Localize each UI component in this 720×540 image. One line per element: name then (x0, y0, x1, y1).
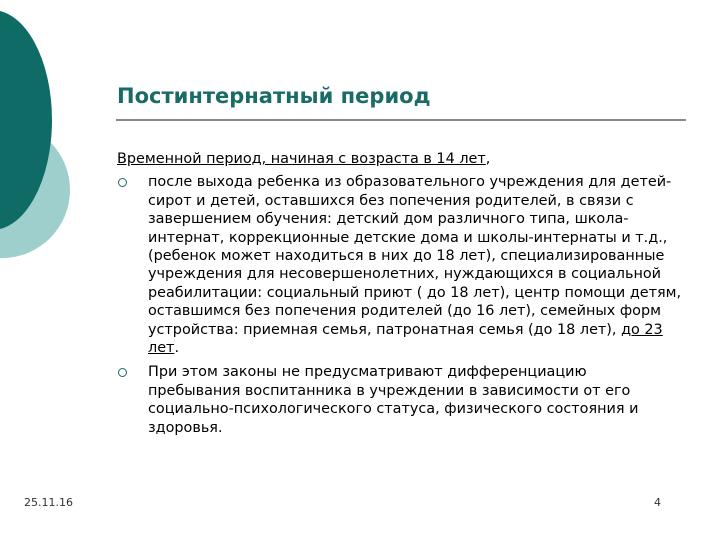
slide-body (117, 150, 682, 443)
bullet-tail-suffix: . (174, 340, 180, 357)
intro-suffix: , (485, 151, 491, 167)
decorative-circles (0, 0, 110, 300)
intro-line (117, 150, 682, 168)
bullet-item (117, 363, 682, 437)
ring-bullet-icon (118, 178, 127, 187)
footer-date: 25.11.16 (24, 496, 73, 509)
title-divider (116, 119, 686, 121)
bullet-underlined-tail: до 23 лет (148, 321, 663, 357)
bullet-text: При этом законы не предусматривают дифференциацию пребывания воспитанника в учреждении в зависимости от его социально-психологического статуса, физического состояния и здоровья. (148, 364, 639, 436)
slide-title: Постинтернатный период (117, 84, 431, 108)
ring-bullet-icon (118, 368, 127, 377)
page-number: 4 (654, 496, 661, 509)
bullet-text: после выхода ребенка из образовательного учреждения для детей-сирот и детей, оставшихся без попечения родителей, в связи с завершением обучения: детский дом различного типа, школа-интернат, коррекционные детские дома и школы-интернаты и т.д., (ребенок может находиться в них до 18 лет), специализированные учреждения для несовершенолетних, нуждающихся в социальной реабилитации: социальный приют ( до 18 лет), центр помощи детям, оставшимся без попечения родителей (до 16 лет), семейных форм устройства: приемная семья, патронатная семья (до 18 лет), (148, 174, 682, 338)
intro-underlined-text: Временной период, начиная с возраста в 14 лет (117, 151, 486, 167)
bullet-item (117, 173, 682, 357)
